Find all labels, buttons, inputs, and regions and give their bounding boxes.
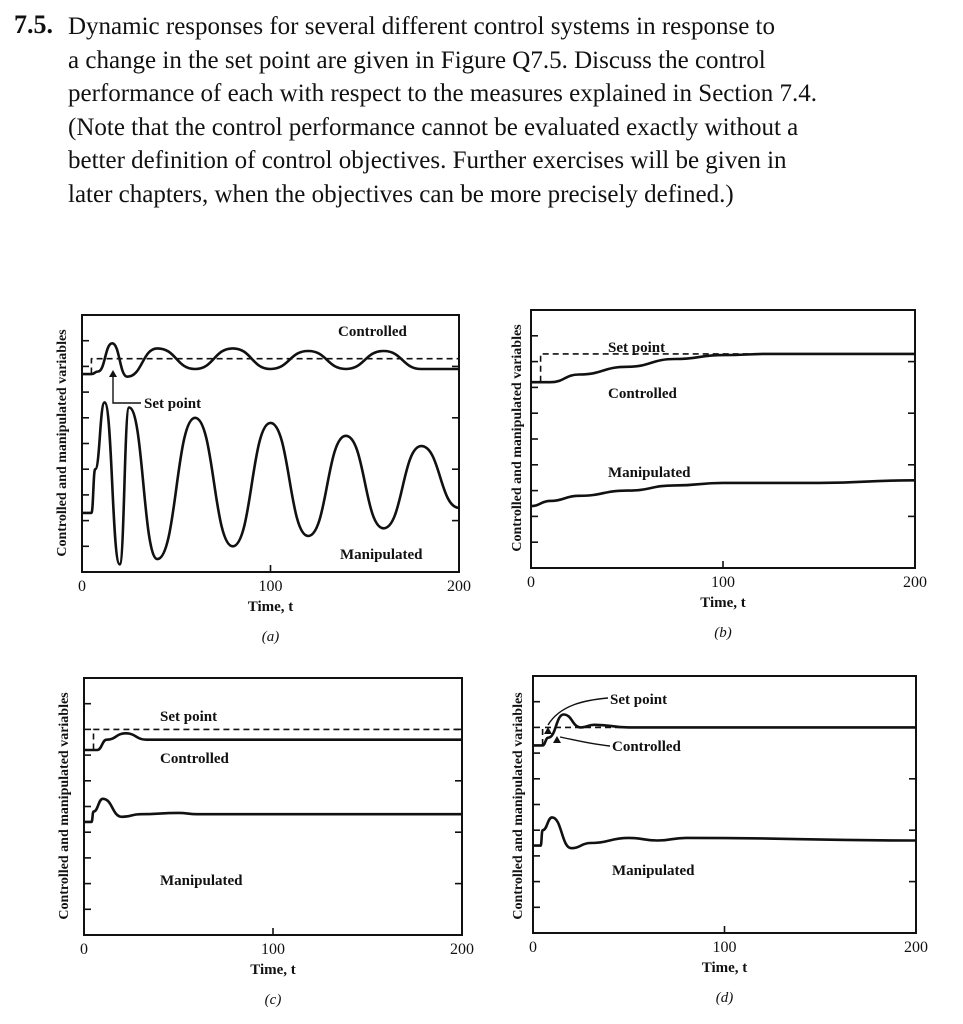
x-axis-label: Time, t	[250, 962, 296, 978]
question-line: later chapters, when the objectives can be more precisely defined.)	[68, 180, 734, 208]
annotation-controlled: Controlled	[608, 386, 677, 402]
x-tick-label: 0	[529, 939, 537, 956]
x-axis-label: Time, t	[701, 960, 748, 976]
annotation-set-point: Set point	[160, 709, 218, 725]
x-tick-label: 200	[450, 941, 474, 958]
x-tick-label: 100	[712, 939, 737, 956]
series-controlled-line	[82, 343, 459, 376]
annotation-controlled: Controlled	[612, 739, 681, 755]
annotation-set-point: Set point	[144, 396, 202, 412]
question-line: (Note that the control performance cannot be evaluated exactly without a	[68, 113, 799, 141]
chart-panel	[511, 676, 928, 1006]
panel-caption: (b)	[714, 625, 732, 641]
question-line: Dynamic responses for several different control systems in response to	[68, 13, 775, 40]
series-controlled-line	[531, 354, 915, 382]
panel-caption: (a)	[261, 629, 280, 645]
series-controlled-line	[84, 733, 462, 750]
panel-caption: (d)	[715, 990, 734, 1006]
annotation-manipulated: Manipulated	[608, 465, 691, 481]
x-axis-label: Time, t	[247, 599, 294, 615]
question-line: performance of each with respect to the measures explained in Section 7.4.	[68, 80, 818, 108]
y-axis-label: Controlled and manipulated variables	[57, 692, 72, 920]
annotation-manipulated: Manipulated	[340, 547, 423, 563]
question-number: 7.5.	[14, 10, 53, 39]
x-tick-label: 0	[527, 574, 535, 591]
question-line: a change in the set point are given in Figure Q7.5. Discuss the control	[68, 46, 766, 74]
y-axis-label: Controlled and manipulated variables	[510, 324, 525, 552]
x-axis-label: Time, t	[700, 595, 746, 611]
series-manipulated-line	[533, 817, 916, 848]
y-axis-label: Controlled and manipulated variables	[55, 329, 70, 557]
series-manipulated-line	[531, 480, 915, 506]
plot-frame	[531, 310, 915, 568]
y-axis-label: Controlled and manipulated variables	[511, 692, 526, 920]
annotation-controlled: Controlled	[160, 751, 229, 767]
annotation-controlled: Controlled	[338, 324, 407, 340]
x-tick-label: 100	[261, 941, 285, 958]
plot-frame	[84, 678, 462, 935]
x-tick-label: 200	[447, 578, 471, 595]
annotation-manipulated: Manipulated	[160, 873, 243, 889]
plot-frame	[533, 676, 916, 933]
x-tick-label: 200	[904, 939, 928, 956]
series-set-point-line	[531, 354, 915, 382]
chart-panel	[55, 315, 471, 645]
series-manipulated-line	[82, 402, 459, 564]
x-tick-label: 100	[711, 574, 735, 591]
annotation-set-point: Set point	[608, 340, 666, 356]
annotation-set-point: Set point	[610, 692, 668, 708]
annotation-arrowhead	[109, 370, 117, 377]
x-tick-label: 100	[258, 578, 283, 595]
x-tick-label: 0	[78, 578, 86, 595]
x-tick-label: 0	[80, 941, 88, 958]
chart-panel	[510, 310, 927, 641]
annotation-manipulated: Manipulated	[612, 863, 695, 879]
x-tick-label: 200	[903, 574, 927, 591]
annotation-leader	[560, 737, 610, 746]
panel-caption: (c)	[264, 992, 282, 1008]
question-line: better definition of control objectives. Further exercises will be given in	[68, 147, 787, 175]
chart-panel	[57, 678, 474, 1008]
series-controlled-line	[533, 715, 916, 746]
annotation-arrowhead	[553, 736, 561, 743]
series-manipulated-line	[84, 799, 462, 822]
